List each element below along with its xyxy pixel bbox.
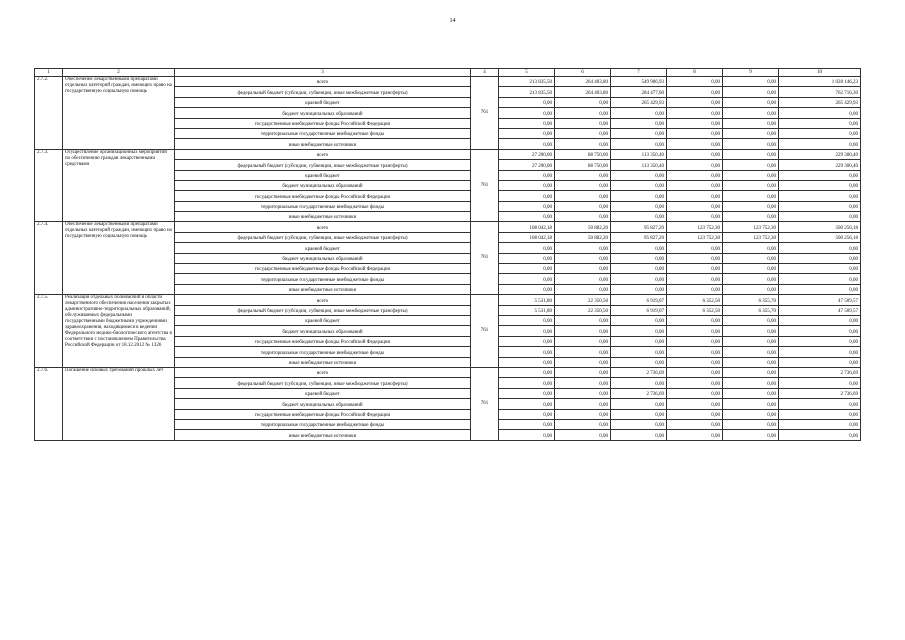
funding-source: бюджет муниципальных образований	[175, 253, 471, 263]
amount-cell: 27 200,00	[499, 160, 555, 170]
amount-cell: 0,00	[667, 357, 723, 367]
funding-source: государственные внебюджетные фонды Российской Федерации	[175, 118, 471, 128]
amount-cell: 0,00	[723, 149, 779, 159]
amount-cell: 0,00	[723, 419, 779, 429]
amount-cell: 549 906,93	[611, 77, 667, 87]
amount-cell: 0,00	[723, 212, 779, 222]
item-code: 2.7.4.	[35, 222, 63, 295]
amount-cell: 0,00	[667, 149, 723, 159]
amount-cell: 0,00	[555, 336, 611, 346]
amount-cell: 0,00	[723, 430, 779, 440]
amount-cell: 47 509,57	[779, 305, 861, 315]
amount-cell: 0,00	[779, 201, 861, 211]
amount-cell: 0,00	[779, 128, 861, 138]
amount-cell: 0,00	[499, 399, 555, 409]
funding-source: государственные внебюджетные фонды Российской Федерации	[175, 264, 471, 274]
amount-cell: 0,00	[611, 378, 667, 388]
funding-source: территориальные государственные внебюджетные фонды	[175, 419, 471, 429]
amount-cell: 0,00	[723, 367, 779, 377]
amount-cell: 2 736,69	[611, 367, 667, 377]
amount-cell: 0,00	[779, 326, 861, 336]
table-row	[35, 149, 861, 159]
amount-cell: 265 429,93	[611, 97, 667, 107]
amount-cell: 6 352,50	[667, 305, 723, 315]
column-number: 1	[35, 69, 63, 77]
amount-cell: 0,00	[667, 160, 723, 170]
amount-cell: 50 882,20	[555, 232, 611, 242]
funding-source: всего	[175, 149, 471, 159]
funding-source: федеральный бюджет (субсидии, субвенции, иные межбюджетные трансферты)	[175, 87, 471, 97]
funding-source: всего	[175, 367, 471, 377]
amount-cell: 0,00	[499, 253, 555, 263]
amount-cell: 1 028 146,23	[779, 77, 861, 87]
amount-cell: 88 750,00	[555, 160, 611, 170]
amount-cell: 0,00	[667, 253, 723, 263]
amount-cell: 0,00	[499, 139, 555, 149]
amount-cell: 123 752,30	[667, 222, 723, 232]
column-number: 4	[471, 69, 499, 77]
amount-cell: 0,00	[611, 336, 667, 346]
amount-cell: 0,00	[667, 336, 723, 346]
amount-cell: 0,00	[723, 399, 779, 409]
amount-cell: 0,00	[779, 212, 861, 222]
amount-cell: 0,00	[779, 315, 861, 325]
funding-source: краевой бюджет	[175, 315, 471, 325]
amount-cell: 0,00	[779, 274, 861, 284]
amount-cell: 123 752,30	[723, 232, 779, 242]
amount-cell: 0,00	[499, 170, 555, 180]
grbs-code: 761	[471, 367, 499, 440]
amount-cell: 0,00	[499, 336, 555, 346]
item-name: Осуществление организационных мероприятий по обеспечению граждан лекарственными средствами	[63, 149, 175, 222]
amount-cell: 0,00	[555, 357, 611, 367]
amount-cell: 0,00	[723, 118, 779, 128]
funding-source: федеральный бюджет (субсидии, субвенции, иные межбюджетные трансферты)	[175, 305, 471, 315]
amount-cell: 5 531,80	[499, 295, 555, 305]
column-number: 5	[499, 69, 555, 77]
amount-cell: 123 752,30	[667, 232, 723, 242]
amount-cell: 0,00	[779, 419, 861, 429]
amount-cell: 0,00	[779, 118, 861, 128]
amount-cell: 0,00	[723, 326, 779, 336]
budget-table	[34, 68, 861, 441]
amount-cell: 0,00	[611, 347, 667, 357]
column-number: 3	[175, 69, 471, 77]
amount-cell: 0,00	[723, 274, 779, 284]
amount-cell: 0,00	[667, 264, 723, 274]
amount-cell: 6 919,07	[611, 295, 667, 305]
column-number: 7	[611, 69, 667, 77]
amount-cell: 213 835,50	[499, 77, 555, 87]
column-number: 8	[667, 69, 723, 77]
amount-cell: 500 256,18	[779, 222, 861, 232]
amount-cell: 0,00	[555, 347, 611, 357]
amount-cell: 0,00	[723, 388, 779, 398]
amount-cell: 0,00	[779, 378, 861, 388]
amount-cell: 0,00	[779, 347, 861, 357]
funding-source: краевой бюджет	[175, 97, 471, 107]
amount-cell: 0,00	[499, 264, 555, 274]
amount-cell: 0,00	[779, 336, 861, 346]
amount-cell: 0,00	[779, 191, 861, 201]
amount-cell: 0,00	[555, 284, 611, 294]
grbs-code: 761	[471, 77, 499, 150]
amount-cell: 0,00	[667, 97, 723, 107]
table-row	[35, 367, 861, 377]
funding-source: всего	[175, 77, 471, 87]
funding-source: краевой бюджет	[175, 388, 471, 398]
amount-cell: 0,00	[779, 243, 861, 253]
amount-cell: 123 752,30	[723, 222, 779, 232]
amount-cell: 0,00	[667, 77, 723, 87]
amount-cell: 22 350,50	[555, 305, 611, 315]
amount-cell: 0,00	[667, 430, 723, 440]
item-name: Обеспечение лекарственными препаратами отдельных категорий граждан, имеющих право на государственную социальную помощь	[63, 77, 175, 150]
amount-cell: 0,00	[667, 180, 723, 190]
item-name: Погашение исковых требований прошлых лет	[63, 367, 175, 440]
amount-cell: 0,00	[611, 315, 667, 325]
amount-cell: 0,00	[779, 264, 861, 274]
amount-cell: 284 477,00	[611, 87, 667, 97]
amount-cell: 0,00	[611, 118, 667, 128]
amount-cell: 6 355,70	[723, 305, 779, 315]
amount-cell: 5 531,80	[499, 305, 555, 315]
funding-source: территориальные государственные внебюджетные фонды	[175, 274, 471, 284]
amount-cell: 0,00	[611, 170, 667, 180]
amount-cell: 0,00	[555, 180, 611, 190]
amount-cell: 0,00	[611, 274, 667, 284]
amount-cell: 500 256,18	[779, 232, 861, 242]
funding-source: всего	[175, 295, 471, 305]
amount-cell: 0,00	[667, 399, 723, 409]
amount-cell: 0,00	[667, 326, 723, 336]
amount-cell: 6 352,50	[667, 295, 723, 305]
amount-cell: 0,00	[723, 108, 779, 118]
amount-cell: 0,00	[499, 201, 555, 211]
amount-cell: 0,00	[667, 108, 723, 118]
amount-cell: 0,00	[499, 108, 555, 118]
amount-cell: 0,00	[723, 409, 779, 419]
amount-cell: 0,00	[779, 357, 861, 367]
funding-source: федеральный бюджет (субсидии, субвенции, иные межбюджетные трансферты)	[175, 378, 471, 388]
amount-cell: 0,00	[499, 97, 555, 107]
amount-cell: 27 200,00	[499, 149, 555, 159]
amount-cell: 0,00	[499, 128, 555, 138]
amount-cell: 0,00	[611, 201, 667, 211]
amount-cell: 0,00	[555, 128, 611, 138]
amount-cell: 108 042,18	[499, 222, 555, 232]
funding-source: территориальные государственные внебюджетные фонды	[175, 128, 471, 138]
amount-cell: 0,00	[723, 315, 779, 325]
amount-cell: 265 429,93	[779, 97, 861, 107]
amount-cell: 0,00	[667, 378, 723, 388]
funding-source: иные внебюджетные источники	[175, 357, 471, 367]
amount-cell: 0,00	[667, 367, 723, 377]
item-code: 2.7.6.	[35, 367, 63, 440]
amount-cell: 0,00	[779, 180, 861, 190]
amount-cell: 0,00	[723, 264, 779, 274]
table-row	[35, 222, 861, 232]
amount-cell: 0,00	[499, 388, 555, 398]
amount-cell: 0,00	[611, 419, 667, 429]
amount-cell: 0,00	[555, 315, 611, 325]
amount-cell: 0,00	[611, 399, 667, 409]
amount-cell: 2 736,69	[779, 388, 861, 398]
amount-cell: 0,00	[667, 388, 723, 398]
amount-cell: 0,00	[499, 347, 555, 357]
funding-source: бюджет муниципальных образований	[175, 399, 471, 409]
amount-cell: 0,00	[499, 191, 555, 201]
amount-cell: 0,00	[499, 430, 555, 440]
amount-cell: 0,00	[499, 180, 555, 190]
funding-source: иные внебюджетные источники	[175, 212, 471, 222]
amount-cell: 0,00	[723, 139, 779, 149]
amount-cell: 0,00	[723, 201, 779, 211]
amount-cell: 229 300,40	[779, 149, 861, 159]
amount-cell: 762 716,30	[779, 87, 861, 97]
amount-cell: 113 350,40	[611, 149, 667, 159]
amount-cell: 0,00	[723, 170, 779, 180]
amount-cell: 0,00	[555, 170, 611, 180]
amount-cell: 0,00	[611, 409, 667, 419]
amount-cell: 0,00	[611, 243, 667, 253]
amount-cell: 0,00	[723, 97, 779, 107]
funding-source: государственные внебюджетные фонды Российской Федерации	[175, 409, 471, 419]
amount-cell: 0,00	[499, 367, 555, 377]
funding-source: краевой бюджет	[175, 170, 471, 180]
amount-cell: 22 350,50	[555, 295, 611, 305]
amount-cell: 0,00	[723, 77, 779, 87]
amount-cell: 0,00	[779, 253, 861, 263]
amount-cell: 0,00	[667, 212, 723, 222]
funding-source: бюджет муниципальных образований	[175, 108, 471, 118]
amount-cell: 0,00	[779, 284, 861, 294]
funding-source: бюджет муниципальных образований	[175, 326, 471, 336]
amount-cell: 6 919,07	[611, 305, 667, 315]
amount-cell: 0,00	[499, 118, 555, 128]
amount-cell: 0,00	[723, 243, 779, 253]
amount-cell: 0,00	[667, 191, 723, 201]
funding-source: территориальные государственные внебюджетные фонды	[175, 201, 471, 211]
item-code: 2.7.5.	[35, 295, 63, 368]
amount-cell: 0,00	[723, 180, 779, 190]
amount-cell: 0,00	[555, 409, 611, 419]
amount-cell: 0,00	[779, 139, 861, 149]
amount-cell: 0,00	[611, 253, 667, 263]
amount-cell: 0,00	[723, 347, 779, 357]
amount-cell: 0,00	[499, 212, 555, 222]
amount-cell: 0,00	[555, 388, 611, 398]
amount-cell: 0,00	[555, 264, 611, 274]
amount-cell: 0,00	[555, 243, 611, 253]
amount-cell: 229 300,40	[779, 160, 861, 170]
amount-cell: 0,00	[555, 212, 611, 222]
amount-cell: 0,00	[499, 409, 555, 419]
amount-cell: 0,00	[779, 108, 861, 118]
amount-cell: 47 509,57	[779, 295, 861, 305]
amount-cell: 0,00	[667, 347, 723, 357]
amount-cell: 0,00	[667, 139, 723, 149]
amount-cell: 0,00	[555, 430, 611, 440]
column-number: 2	[63, 69, 175, 77]
amount-cell: 0,00	[667, 201, 723, 211]
amount-cell: 264 403,80	[555, 77, 611, 87]
amount-cell: 0,00	[723, 378, 779, 388]
funding-source: государственные внебюджетные фонды Российской Федерации	[175, 336, 471, 346]
amount-cell: 0,00	[667, 243, 723, 253]
table-row	[35, 295, 861, 305]
grbs-code: 761	[471, 149, 499, 222]
funding-source: федеральный бюджет (субсидии, субвенции, иные межбюджетные трансферты)	[175, 160, 471, 170]
amount-cell: 0,00	[555, 191, 611, 201]
amount-cell: 0,00	[555, 274, 611, 284]
amount-cell: 0,00	[611, 139, 667, 149]
amount-cell: 0,00	[611, 212, 667, 222]
amount-cell: 0,00	[723, 160, 779, 170]
item-name: Реализация отдельных полномочий в области лекарственного обеспечения населения закрытых административно-территориальных образований, обслуживаемых федеральными государственными бюджетными учреждениями здравоохранения, находящимися в ведении Федерального медико-биологического агентства в соответствии с постановлением Правительства Российской Федерации от 18.12.2012 № 1326	[63, 295, 175, 368]
grbs-code: 761	[471, 295, 499, 368]
amount-cell: 0,00	[723, 284, 779, 294]
page-number: 14	[449, 18, 456, 24]
funding-source: государственные внебюджетные фонды Российской Федерации	[175, 191, 471, 201]
amount-cell: 0,00	[723, 253, 779, 263]
amount-cell: 0,00	[499, 357, 555, 367]
amount-cell: 0,00	[723, 128, 779, 138]
amount-cell: 213 835,50	[499, 87, 555, 97]
amount-cell: 0,00	[499, 378, 555, 388]
item-code: 2.7.2.	[35, 77, 63, 150]
funding-source: краевой бюджет	[175, 243, 471, 253]
amount-cell: 108 042,18	[499, 232, 555, 242]
amount-cell: 0,00	[723, 357, 779, 367]
amount-cell: 0,00	[667, 128, 723, 138]
amount-cell: 0,00	[555, 399, 611, 409]
column-number: 10	[779, 69, 861, 77]
table-body	[35, 69, 861, 441]
amount-cell: 0,00	[667, 315, 723, 325]
amount-cell: 88 750,00	[555, 149, 611, 159]
amount-cell: 0,00	[667, 118, 723, 128]
amount-cell: 0,00	[779, 430, 861, 440]
amount-cell: 0,00	[611, 128, 667, 138]
amount-cell: 0,00	[723, 87, 779, 97]
amount-cell: 0,00	[499, 326, 555, 336]
amount-cell: 0,00	[499, 315, 555, 325]
funding-source: иные внебюджетные источники	[175, 430, 471, 440]
amount-cell: 0,00	[667, 409, 723, 419]
amount-cell: 0,00	[667, 274, 723, 284]
amount-cell: 95 827,20	[611, 232, 667, 242]
funding-source: иные внебюджетные источники	[175, 284, 471, 294]
amount-cell: 0,00	[779, 409, 861, 419]
amount-cell: 0,00	[779, 399, 861, 409]
item-name: Обеспечение лекарственными препаратами отдельных категорий граждан, имеющих право на государственную социальную помощь	[63, 222, 175, 295]
amount-cell: 2 736,69	[779, 367, 861, 377]
amount-cell: 0,00	[499, 284, 555, 294]
funding-source: федеральный бюджет (субсидии, субвенции, иные межбюджетные трансферты)	[175, 232, 471, 242]
funding-source: всего	[175, 222, 471, 232]
amount-cell: 0,00	[667, 419, 723, 429]
amount-cell: 50 882,20	[555, 222, 611, 232]
amount-cell: 0,00	[555, 378, 611, 388]
amount-cell: 0,00	[611, 284, 667, 294]
amount-cell: 0,00	[611, 264, 667, 274]
amount-cell: 0,00	[667, 170, 723, 180]
amount-cell: 95 827,20	[611, 222, 667, 232]
column-number: 9	[723, 69, 779, 77]
amount-cell: 0,00	[555, 108, 611, 118]
amount-cell: 0,00	[555, 419, 611, 429]
amount-cell: 0,00	[555, 139, 611, 149]
funding-source: бюджет муниципальных образований	[175, 180, 471, 190]
amount-cell: 0,00	[667, 284, 723, 294]
amount-cell: 0,00	[611, 430, 667, 440]
amount-cell: 0,00	[555, 326, 611, 336]
amount-cell: 0,00	[779, 170, 861, 180]
amount-cell: 0,00	[499, 274, 555, 284]
amount-cell: 0,00	[499, 243, 555, 253]
amount-cell: 0,00	[555, 97, 611, 107]
amount-cell: 0,00	[555, 367, 611, 377]
amount-cell: 113 350,40	[611, 160, 667, 170]
amount-cell: 6 355,70	[723, 295, 779, 305]
grbs-code: 761	[471, 222, 499, 295]
amount-cell: 0,00	[611, 191, 667, 201]
amount-cell: 0,00	[667, 87, 723, 97]
amount-cell: 0,00	[611, 357, 667, 367]
funding-source: иные внебюджетные источники	[175, 139, 471, 149]
amount-cell: 0,00	[555, 118, 611, 128]
amount-cell: 0,00	[723, 336, 779, 346]
amount-cell: 0,00	[555, 201, 611, 211]
amount-cell: 0,00	[723, 191, 779, 201]
amount-cell: 0,00	[555, 253, 611, 263]
amount-cell: 264 403,80	[555, 87, 611, 97]
funding-source: территориальные государственные внебюджетные фонды	[175, 347, 471, 357]
column-number: 6	[555, 69, 611, 77]
amount-cell: 0,00	[611, 180, 667, 190]
amount-cell: 0,00	[611, 108, 667, 118]
amount-cell: 0,00	[499, 419, 555, 429]
amount-cell: 0,00	[611, 326, 667, 336]
amount-cell: 2 736,69	[611, 388, 667, 398]
header-row	[35, 69, 861, 77]
table-row	[35, 77, 861, 87]
item-code: 2.7.3.	[35, 149, 63, 222]
